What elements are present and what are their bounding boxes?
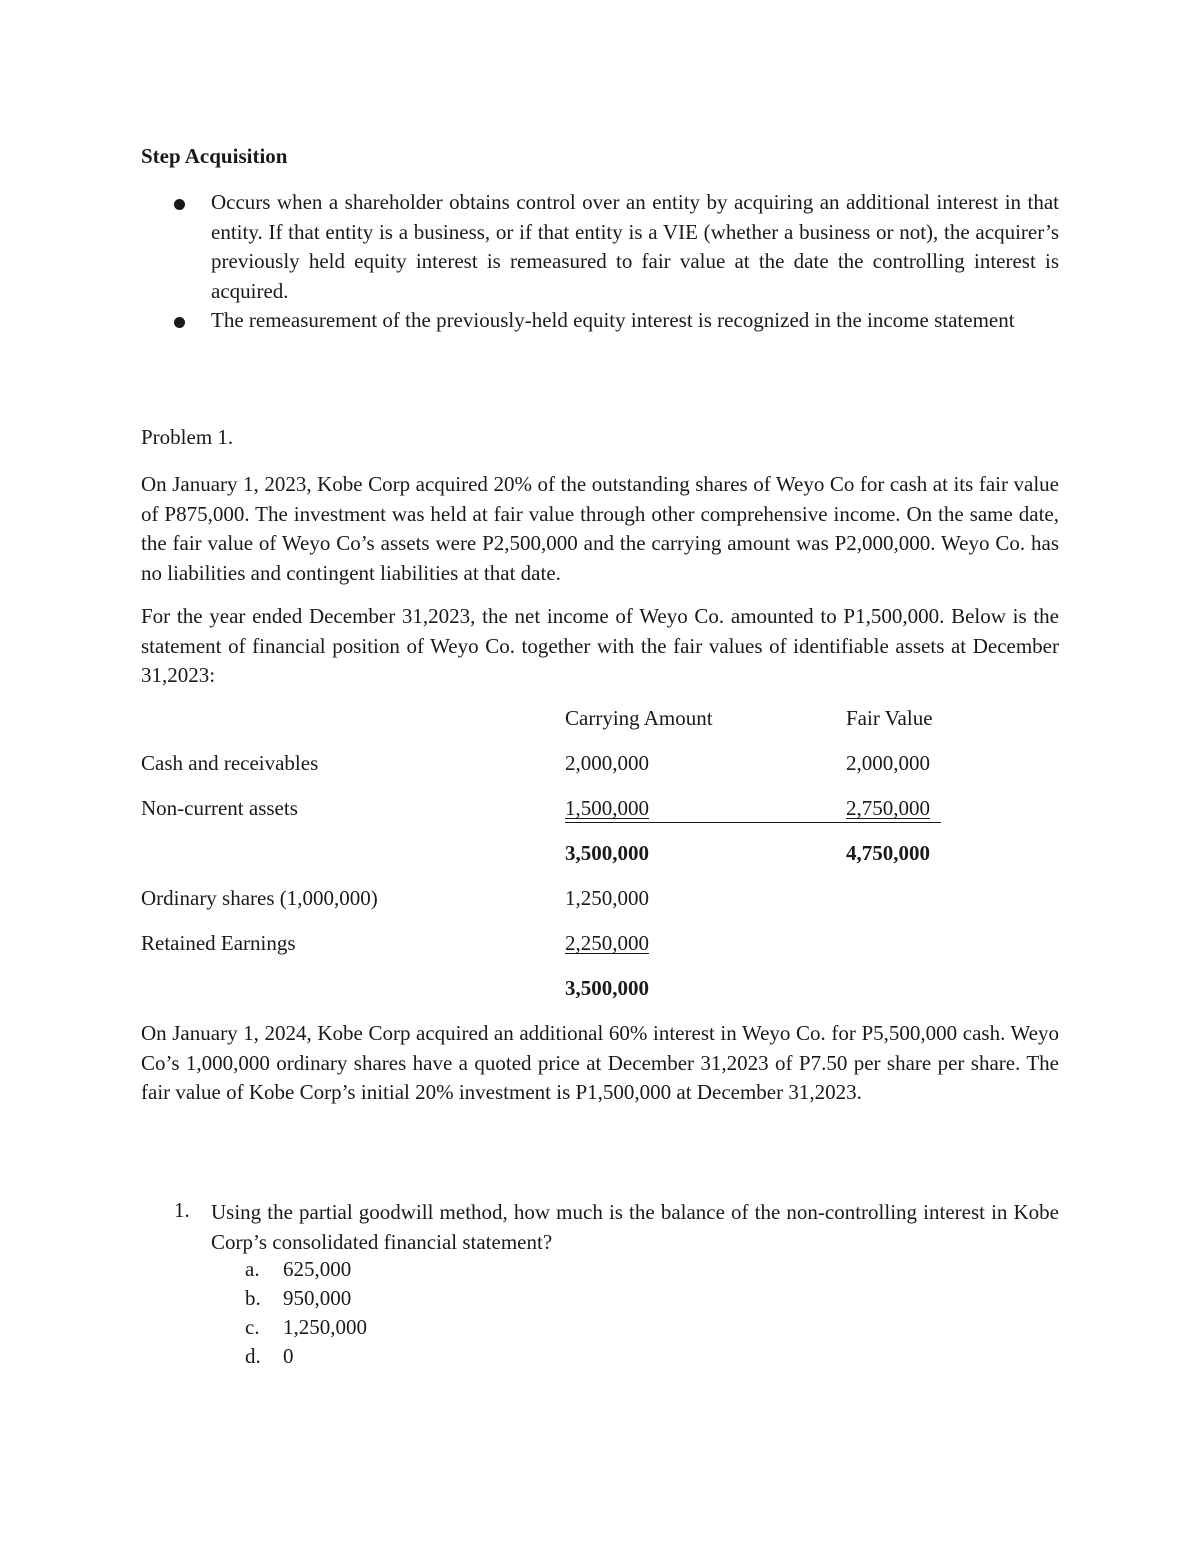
row-label: Non-current assets (141, 796, 298, 820)
carrying-total: 3,500,000 (565, 976, 649, 1000)
row-label: Ordinary shares (1,000,000) (141, 886, 378, 910)
choice-letter: a. (245, 1257, 260, 1281)
question-number: 1. (174, 1198, 190, 1222)
choice-value: 1,250,000 (283, 1315, 367, 1339)
row-label: Retained Earnings (141, 931, 296, 955)
carrying-total: 3,500,000 (565, 841, 649, 865)
choice-letter: c. (245, 1315, 260, 1339)
carrying-value: 2,250,000 (565, 931, 649, 955)
choice-value: 950,000 (283, 1286, 352, 1310)
bullet-item: The remeasurement of the previously-held equity interest is recognized in the income statement (211, 308, 1015, 332)
carrying-value: 1,250,000 (565, 886, 649, 910)
fair-value: 2,000,000 (846, 751, 930, 775)
choice-value: 625,000 (283, 1257, 352, 1281)
section-heading: Step Acquisition (141, 144, 288, 168)
column-header-fair: Fair Value (846, 706, 933, 730)
column-header-carrying: Carrying Amount (565, 706, 713, 730)
bullet-item: Occurs when a shareholder obtains control over an entity by acquiring an additional interest in that entity. If that entity is a business, or if that entity is a VIE (whether a business or not), the acquirer’s previously held equity interest is remeasured to fair value at the date the controlling interest is acquired. (211, 190, 1059, 303)
choice-letter: b. (245, 1286, 261, 1310)
choice-letter: d. (245, 1344, 261, 1368)
carrying-value: 2,000,000 (565, 751, 649, 775)
bullet-icon (174, 317, 185, 328)
fair-total: 4,750,000 (846, 841, 930, 865)
fair-value: 2,750,000 (846, 796, 930, 820)
paragraph: For the year ended December 31,2023, the net income of Weyo Co. amounted to P1,500,000. Below is the statement of financial position of Weyo Co. together with the fair values of identifiable assets at December 31,2023: (141, 604, 1059, 688)
paragraph: On January 1, 2024, Kobe Corp acquired an additional 60% interest in Weyo Co. for P5,500,000 cash. Weyo Co’s 1,000,000 ordinary shares have a quoted price at December 31,2023 of P7.50 per share per share. The fair value of Kobe Corp’s initial 20% investment is P1,500,000 at December 31,2023. (141, 1021, 1059, 1105)
subtotal-rule (565, 822, 941, 823)
row-label: Cash and receivables (141, 751, 319, 775)
question-text: Using the partial goodwill method, how much is the balance of the non-controlling interest in Kobe Corp’s consolidated financial statement? (211, 1200, 1059, 1254)
paragraph: On January 1, 2023, Kobe Corp acquired 20% of the outstanding shares of Weyo Co for cash at its fair value of P875,000. The investment was held at fair value through other comprehensive income. On the same date, the fair value of Weyo Co’s assets were P2,500,000 and the carrying amount was P2,000,000. Weyo Co. has no liabilities and contingent liabilities at that date. (141, 472, 1059, 585)
carrying-value: 1,500,000 (565, 796, 649, 820)
bullet-icon (174, 199, 185, 210)
choice-value: 0 (283, 1344, 294, 1368)
problem-title: Problem 1. (141, 425, 234, 449)
